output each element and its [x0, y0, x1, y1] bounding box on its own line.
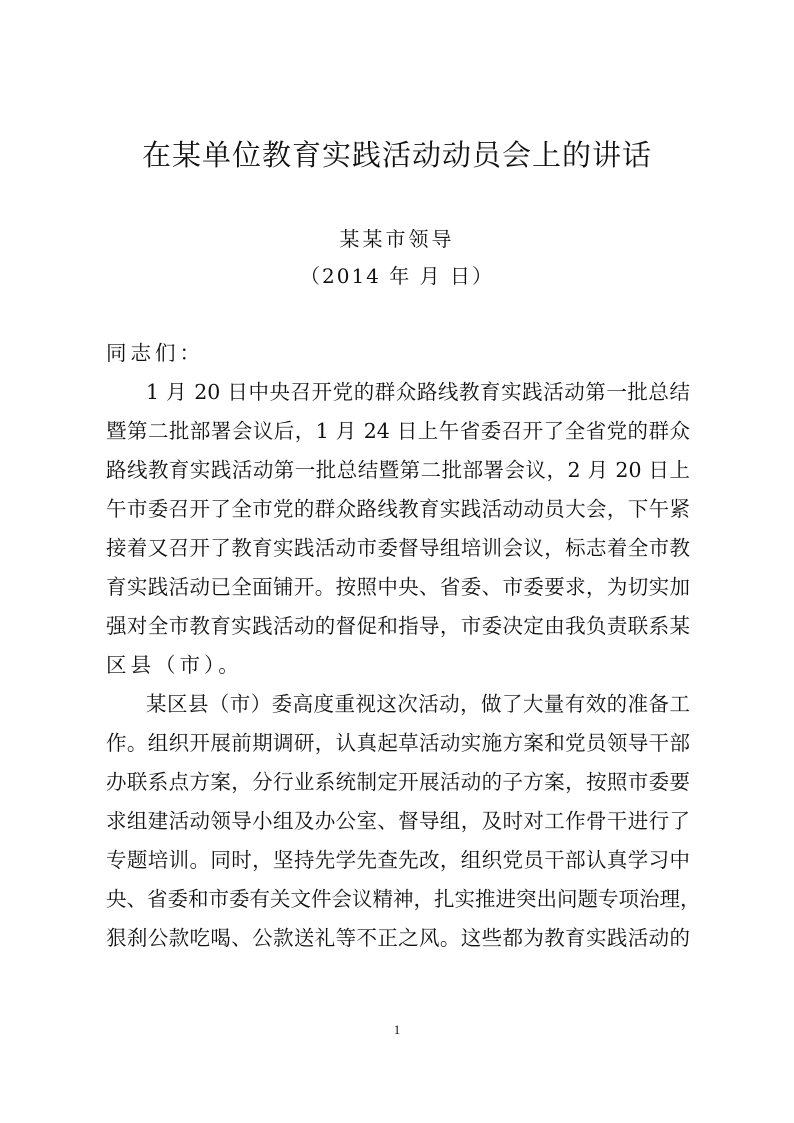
paragraph-line: 育实践活动已全面铺开。按照中央、省委、市委要求，为切实加: [106, 575, 690, 599]
document-author: 某某市领导: [339, 227, 455, 251]
paragraph-line: 央、省委和市委有关文件会议精神，扎实推进突出问题专项治理，: [106, 887, 701, 911]
paragraph-line: 接着又召开了教育实践活动市委督导组培训会议，标志着全市教: [106, 536, 690, 560]
paragraph-line: 作。组织开展前期调研，认真起草活动实施方案和党员领导干部: [106, 731, 690, 755]
paragraph-line: 办联系点方案，分行业系统制定开展活动的子方案，按照市委要: [106, 770, 690, 794]
paragraph-line: 1 月 20 日中央召开党的群众路线教育实践活动第一批总结: [146, 380, 690, 404]
paragraph-line: 专题培训。同时，坚持先学先查先改，组织党员干部认真学习中: [106, 848, 690, 872]
paragraph-line: 狠刹公款吃喝、公款送礼等不正之风。这些都为教育实践活动的: [106, 926, 690, 950]
paragraph-line: 暨第二批部署会议后，1 月 24 日上午省委召开了全省党的群众: [106, 419, 690, 443]
paragraph-line: 午市委召开了全市党的群众路线教育实践活动动员大会，下午紧: [106, 497, 690, 521]
page-number: 1: [393, 1022, 401, 1037]
document-title: 在某单位教育实践活动动员会上的讲话: [141, 138, 652, 172]
document-date: （2014 年 月 日）: [300, 264, 494, 288]
paragraph-line: 求组建活动领导小组及办公室、督导组，及时对工作骨干进行了: [106, 809, 690, 833]
paragraph-line: 区县（市）。: [106, 653, 243, 677]
paragraph-line: 强对全市教育实践活动的督促和指导，市委决定由我负责联系某: [106, 614, 690, 638]
salutation: 同志们：: [106, 341, 204, 365]
paragraph-line: 路线教育实践活动第一批总结暨第二批部署会议，2 月 20 日上: [106, 458, 690, 482]
paragraph-line: 某区县（市）委高度重视这次活动，做了大量有效的准备工: [146, 692, 690, 716]
document-body: [106, 339, 701, 963]
